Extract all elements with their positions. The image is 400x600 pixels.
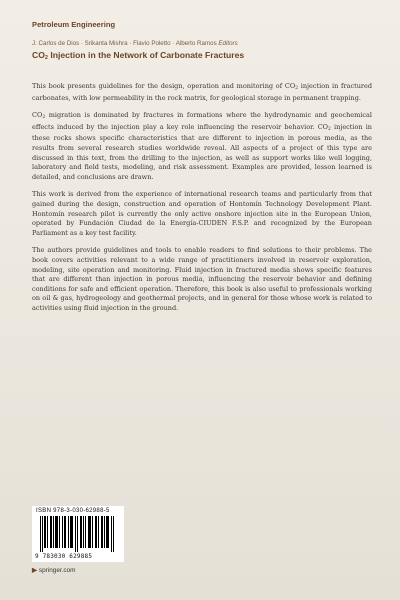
editors-role: Editors	[218, 40, 238, 47]
title-post: Injection in the Network of Carbonate Fractures	[47, 50, 245, 60]
isbn-label: ISBN 978-3-030-62988-5	[36, 508, 110, 514]
title-pre: CO	[32, 50, 45, 60]
blurb	[32, 82, 372, 321]
series-name: Petroleum Engineering	[32, 20, 116, 29]
editors-line	[32, 40, 238, 47]
p2-text-c: injection in these rocks shows specific characteristics that are different to injection in porous media, as the results from several research studies worldwide reveal. All aspects of a project of this type are discussed in this text, from the drilling to the injection, as well as support works like well logging, laboratory and field tests, modeling, and risk assessment. Examples are provided, lesson learned is detailed, and conclusions are drawn.	[32, 122, 372, 181]
barcode-box	[32, 506, 124, 562]
p1-subscript: 2	[295, 86, 299, 91]
editor-names: J. Carlos de Dios · Srikanta Mishra · Flavio Poletto · Alberto Ramos	[32, 40, 217, 47]
title-subscript: 2	[44, 55, 48, 61]
blurb-paragraph-1	[32, 82, 372, 103]
publisher-link[interactable]	[32, 566, 76, 574]
blurb-paragraph-2	[32, 111, 372, 182]
blurb-paragraph-4: The authors provide guidelines and tools to enable readers to find solutions to their problems. The book covers activities relevant to a wide range of practitioners involved in reservoir exploration, modeling, site operation and monitoring. Fluid injection in fractured media shows specific features that are different than injection in porous media, influencing the reservoir behavior and defining conditions for safe and efficient operation. Therefore, this book is also useful to professionals working on oil & gas, hydrogeology and geothermal projects, and in general for those whose work is related to activities using fluid injection in the ground.	[32, 246, 372, 312]
p2-subscript-b: 2	[328, 126, 331, 132]
p2-text-b: migration is dominated by fractures in formations where the hydrodynamic and geochemical effects induced by the injection play a key role influencing the reservoir behavior. CO	[32, 111, 372, 131]
barcode-digits: 9 783030 629885	[35, 553, 93, 560]
publisher-url: springer.com	[38, 567, 76, 574]
p2-text-a: CO	[32, 111, 43, 120]
book-title	[32, 50, 244, 61]
blurb-paragraph-3: This work is derived from the experience of international research teams and particularly from that gained during the design, construction and operation of Hontomín Technology Development Plant. Hontomín research pilot is currently the only active onshore injection site in the European Union, operated by Fundación Ciudad de la Energía-CIUDEN F.S.P. and recognized by the European Parliament as a key test facility.	[32, 190, 372, 237]
p1-text-b: injection in fractured carbonates, with low permeability in the rock matrix, for geological storage in permanent trapping.	[32, 82, 372, 102]
p1-text-a: This book presents guidelines for the design, operation and monitoring of CO	[32, 82, 296, 90]
barcode-image	[40, 516, 116, 552]
arrow-icon: ▶	[32, 567, 37, 574]
p2-subscript-a: 2	[42, 115, 46, 121]
